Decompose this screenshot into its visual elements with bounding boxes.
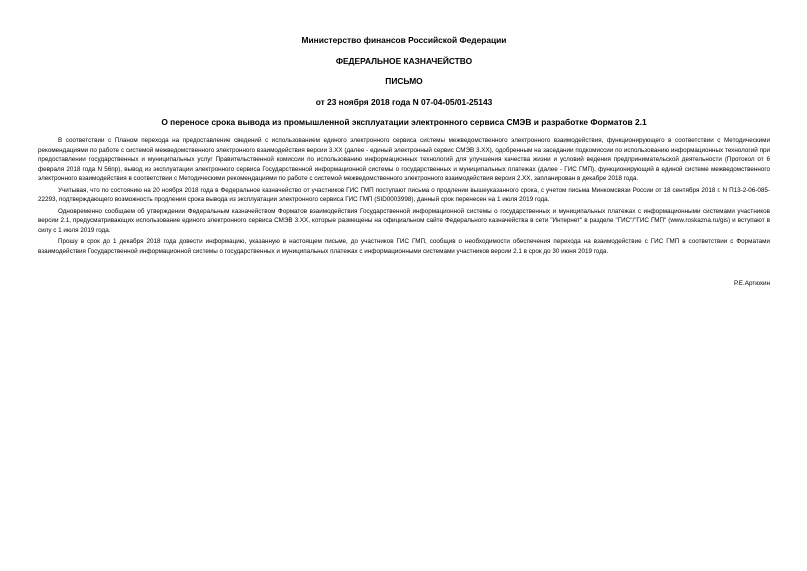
ministry-heading: Министерство финансов Российской Федерации — [301, 35, 507, 45]
agency-heading: ФЕДЕРАЛЬНОЕ КАЗНАЧЕЙСТВО — [335, 56, 473, 66]
body-paragraph: В соответствии с Планом перехода на предоставление сведений с использованием единого электронного сервиса системы межведомственного электронного взаимодействия, функционирующего в соответствии с Методическими рекомендациями по работе с системой межведомственного электронного взаимодействия версии 3.ХХ (далее - единый электронный сервис СМЭВ 3.ХХ), одобренным на заседании подкомиссии по использованию информационных технологий при предоставлении государственных и муниципальных услуг Правительственной комиссии по использованию информационных технологий для улучшения качества жизни и условий ведения предпринимательской деятельности (Протокол от 6 февраля 2018 года N 56пр), вывод из эксплуатации электронного сервиса Государственной информационной системы о государственных и муниципальных платежах (далее - ГИС ГМП), функционирующий в единой системе межведомственного электронного взаимодействия в соответствии с Методическими рекомендациями по работе с системой межведомственного электронного взаимодействия версия 2.ХХ, запланирован в декабре 2018 года. — [38, 137, 770, 182]
document-type-heading: ПИСЬМО — [385, 76, 423, 86]
signature: Р.Е.Артюхин — [734, 280, 770, 287]
body-paragraph: Одновременно сообщаем об утверждении Федеральным казначейством Форматов взаимодействия Государственной информационной системы о государственных и муниципальных платежах с информационными системами участников версии 2.1, предусматривающих использование единого электронного сервиса СМЭВ 3.ХХ, которые размещены на официальном сайте Федерального казначейства в сети "Интернет" в разделе "ГИС"/"ГИС ГМП" (www.roskazna.ru/gis) и вступают в силу с 1 июля 2019 года. — [38, 207, 770, 234]
document-subject: О переносе срока вывода из промышленной эксплуатации электронного сервиса СМЭВ и разработке Форматов 2.1 — [161, 117, 647, 127]
body-paragraph: Учитывая, что по состоянию на 20 ноября 2018 года в Федеральное казначейство от участников ГИС ГМП поступают письма о продлении вышеуказанного срока, с учетом письма Минкомсвязи России от 18 сентября 2018 г. N П13-2-06-085-22293, подтверждающего возможность продления срока вывода из эксплуатации электронного сервиса ГИС ГМП (SID0003998), данный срок перенесен на 1 июля 2019 года. — [38, 186, 770, 203]
document-date-number: от 23 ноября 2018 года N 07-04-05/01-25143 — [315, 97, 493, 107]
letter-body — [38, 136, 770, 258]
body-paragraph: Прошу в срок до 1 декабря 2018 года довести информацию, указанную в настоящем письме, до участников ГИС ГМП, сообщив о необходимости обеспечения перехода на взаимодействие с ГИС ГМП в соответствии с Форматами взаимодействия Государственной информационной системы о государственных и муниципальных платежах с информационными системами участников версии 2.1 в срок до 30 июня 2019 года. — [38, 238, 770, 255]
